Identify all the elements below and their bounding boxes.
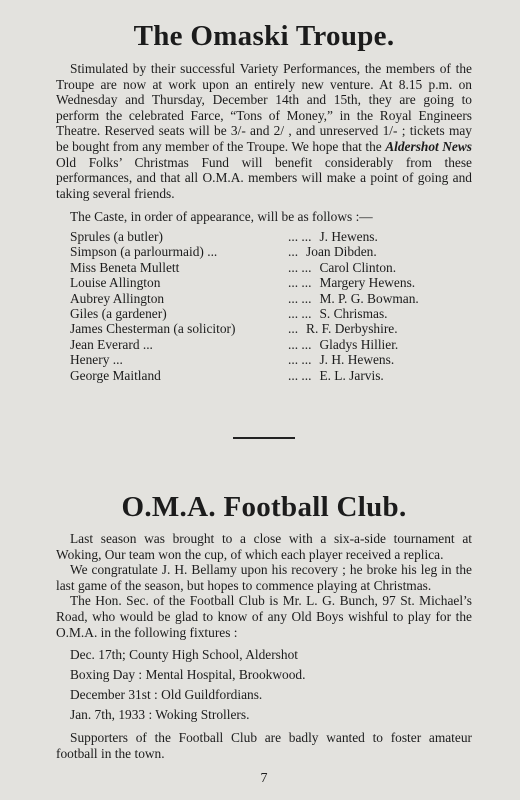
cast-role: Giles (a gardener): [70, 305, 167, 321]
cast-dots: ... ...: [288, 275, 312, 291]
fixture-item: December 31st : Old Guildfordians.: [70, 687, 263, 703]
cast-actor: Margery Hewens.: [319, 275, 416, 291]
cast-row: [70, 275, 472, 290]
cast-role: Aubrey Allington: [70, 290, 165, 306]
troupe-paragraph-end: Old Folks’ Christmas Fund will benefit considerably from these performances, and that all O.M.A. members will make a point of going and taking several friends.: [56, 154, 472, 201]
cast-row: [70, 229, 472, 244]
caste-intro: The Caste, in order of appearance, will be as follows :—: [70, 209, 373, 225]
cast-actor: J. Hewens.: [319, 228, 378, 244]
troupe-heading: The Omaski Troupe.: [133, 20, 395, 52]
cast-dots: ... ...: [288, 305, 312, 321]
cast-row: [70, 321, 472, 336]
cast-role: Jean Everard ...: [70, 336, 153, 352]
fixture-item: Jan. 7th, 1933 : Woking Strollers.: [70, 707, 250, 723]
cast-actor: Carol Clinton.: [319, 259, 397, 275]
cast-list: [70, 229, 472, 383]
cast-actor: M. P. G. Bowman.: [319, 290, 419, 306]
cast-actor: J. H. Hewens.: [319, 352, 395, 368]
cast-role: Simpson (a parlourmaid) ...: [70, 244, 218, 260]
fixture-item: Dec. 17th; County High School, Aldershot: [70, 647, 298, 663]
cast-dots: ... ...: [288, 228, 312, 244]
cast-row: [70, 244, 472, 259]
section-divider: [56, 437, 472, 439]
football-paragraph-1: Last season was brought to a close with a six-a-side tournament at Woking, Our team won the cup, of which each player received a replica.: [56, 531, 472, 562]
cast-role: Louise Allington: [70, 275, 161, 291]
cast-actor: E. L. Jarvis.: [319, 367, 384, 383]
cast-actor: S. Chrismas.: [319, 305, 388, 321]
cast-dots: ... ...: [288, 367, 312, 383]
aldershot-news-title: Aldershot News: [385, 138, 472, 154]
cast-row: [70, 291, 472, 306]
cast-dots: ...: [288, 244, 299, 260]
cast-dots: ... ...: [288, 259, 312, 275]
cast-role: George Maitland: [70, 367, 161, 383]
cast-dots: ... ...: [288, 352, 312, 368]
troupe-paragraph: [56, 61, 472, 201]
cast-row: [70, 368, 472, 383]
cast-row: [70, 306, 472, 321]
football-heading: O.M.A. Football Club.: [121, 491, 407, 523]
cast-role: Henery ...: [70, 352, 123, 368]
cast-row: [70, 352, 472, 367]
fixture-list: [70, 645, 472, 725]
cast-dots: ... ...: [288, 336, 312, 352]
page-number: 7: [260, 771, 268, 787]
cast-role: Miss Beneta Mullett: [70, 259, 180, 275]
cast-role: Sprules (a butler): [70, 228, 163, 244]
cast-actor: Joan Dibden.: [306, 244, 377, 260]
divider-rule: [233, 437, 295, 439]
fixture-item: Boxing Day : Mental Hospital, Brookwood.: [70, 667, 306, 683]
cast-row: [70, 337, 472, 352]
cast-row: [70, 260, 472, 275]
cast-actor: Gladys Hillier.: [319, 336, 399, 352]
troupe-paragraph-start: Stimulated by their successful Variety Performances, the members of the Troupe are now at work upon an entirely new venture. At 8.15 p.m. on Wednesday and Thursday, December 14th and 15th, they are going to perform the celebrated Farce, “Tons of Money,” in the Royal Engineers Theatre. Reserved seats will be 3/- and 2/ , and unreserved 1/- ; tickets may be bought from any member of the Troupe. We hope that the: [56, 61, 472, 154]
football-paragraph-2: We congratulate J. H. Bellamy upon his recovery ; he broke his leg in the last game of the season, but hopes to commence playing at Christmas.: [56, 562, 472, 593]
cast-actor: R. F. Derbyshire.: [306, 321, 398, 337]
football-paragraph-3: The Hon. Sec. of the Football Club is Mr. L. G. Bunch, 97 St. Michael’s Road, who would be glad to know of any Old Boys wishful to play for the O.M.A. in the following fixtures :: [56, 593, 472, 640]
football-paragraph-4: Supporters of the Football Club are badly wanted to foster amateur football in the town.: [56, 730, 472, 761]
cast-dots: ...: [288, 321, 299, 337]
cast-role: James Chesterman (a solicitor): [70, 321, 236, 337]
cast-dots: ... ...: [288, 290, 312, 306]
